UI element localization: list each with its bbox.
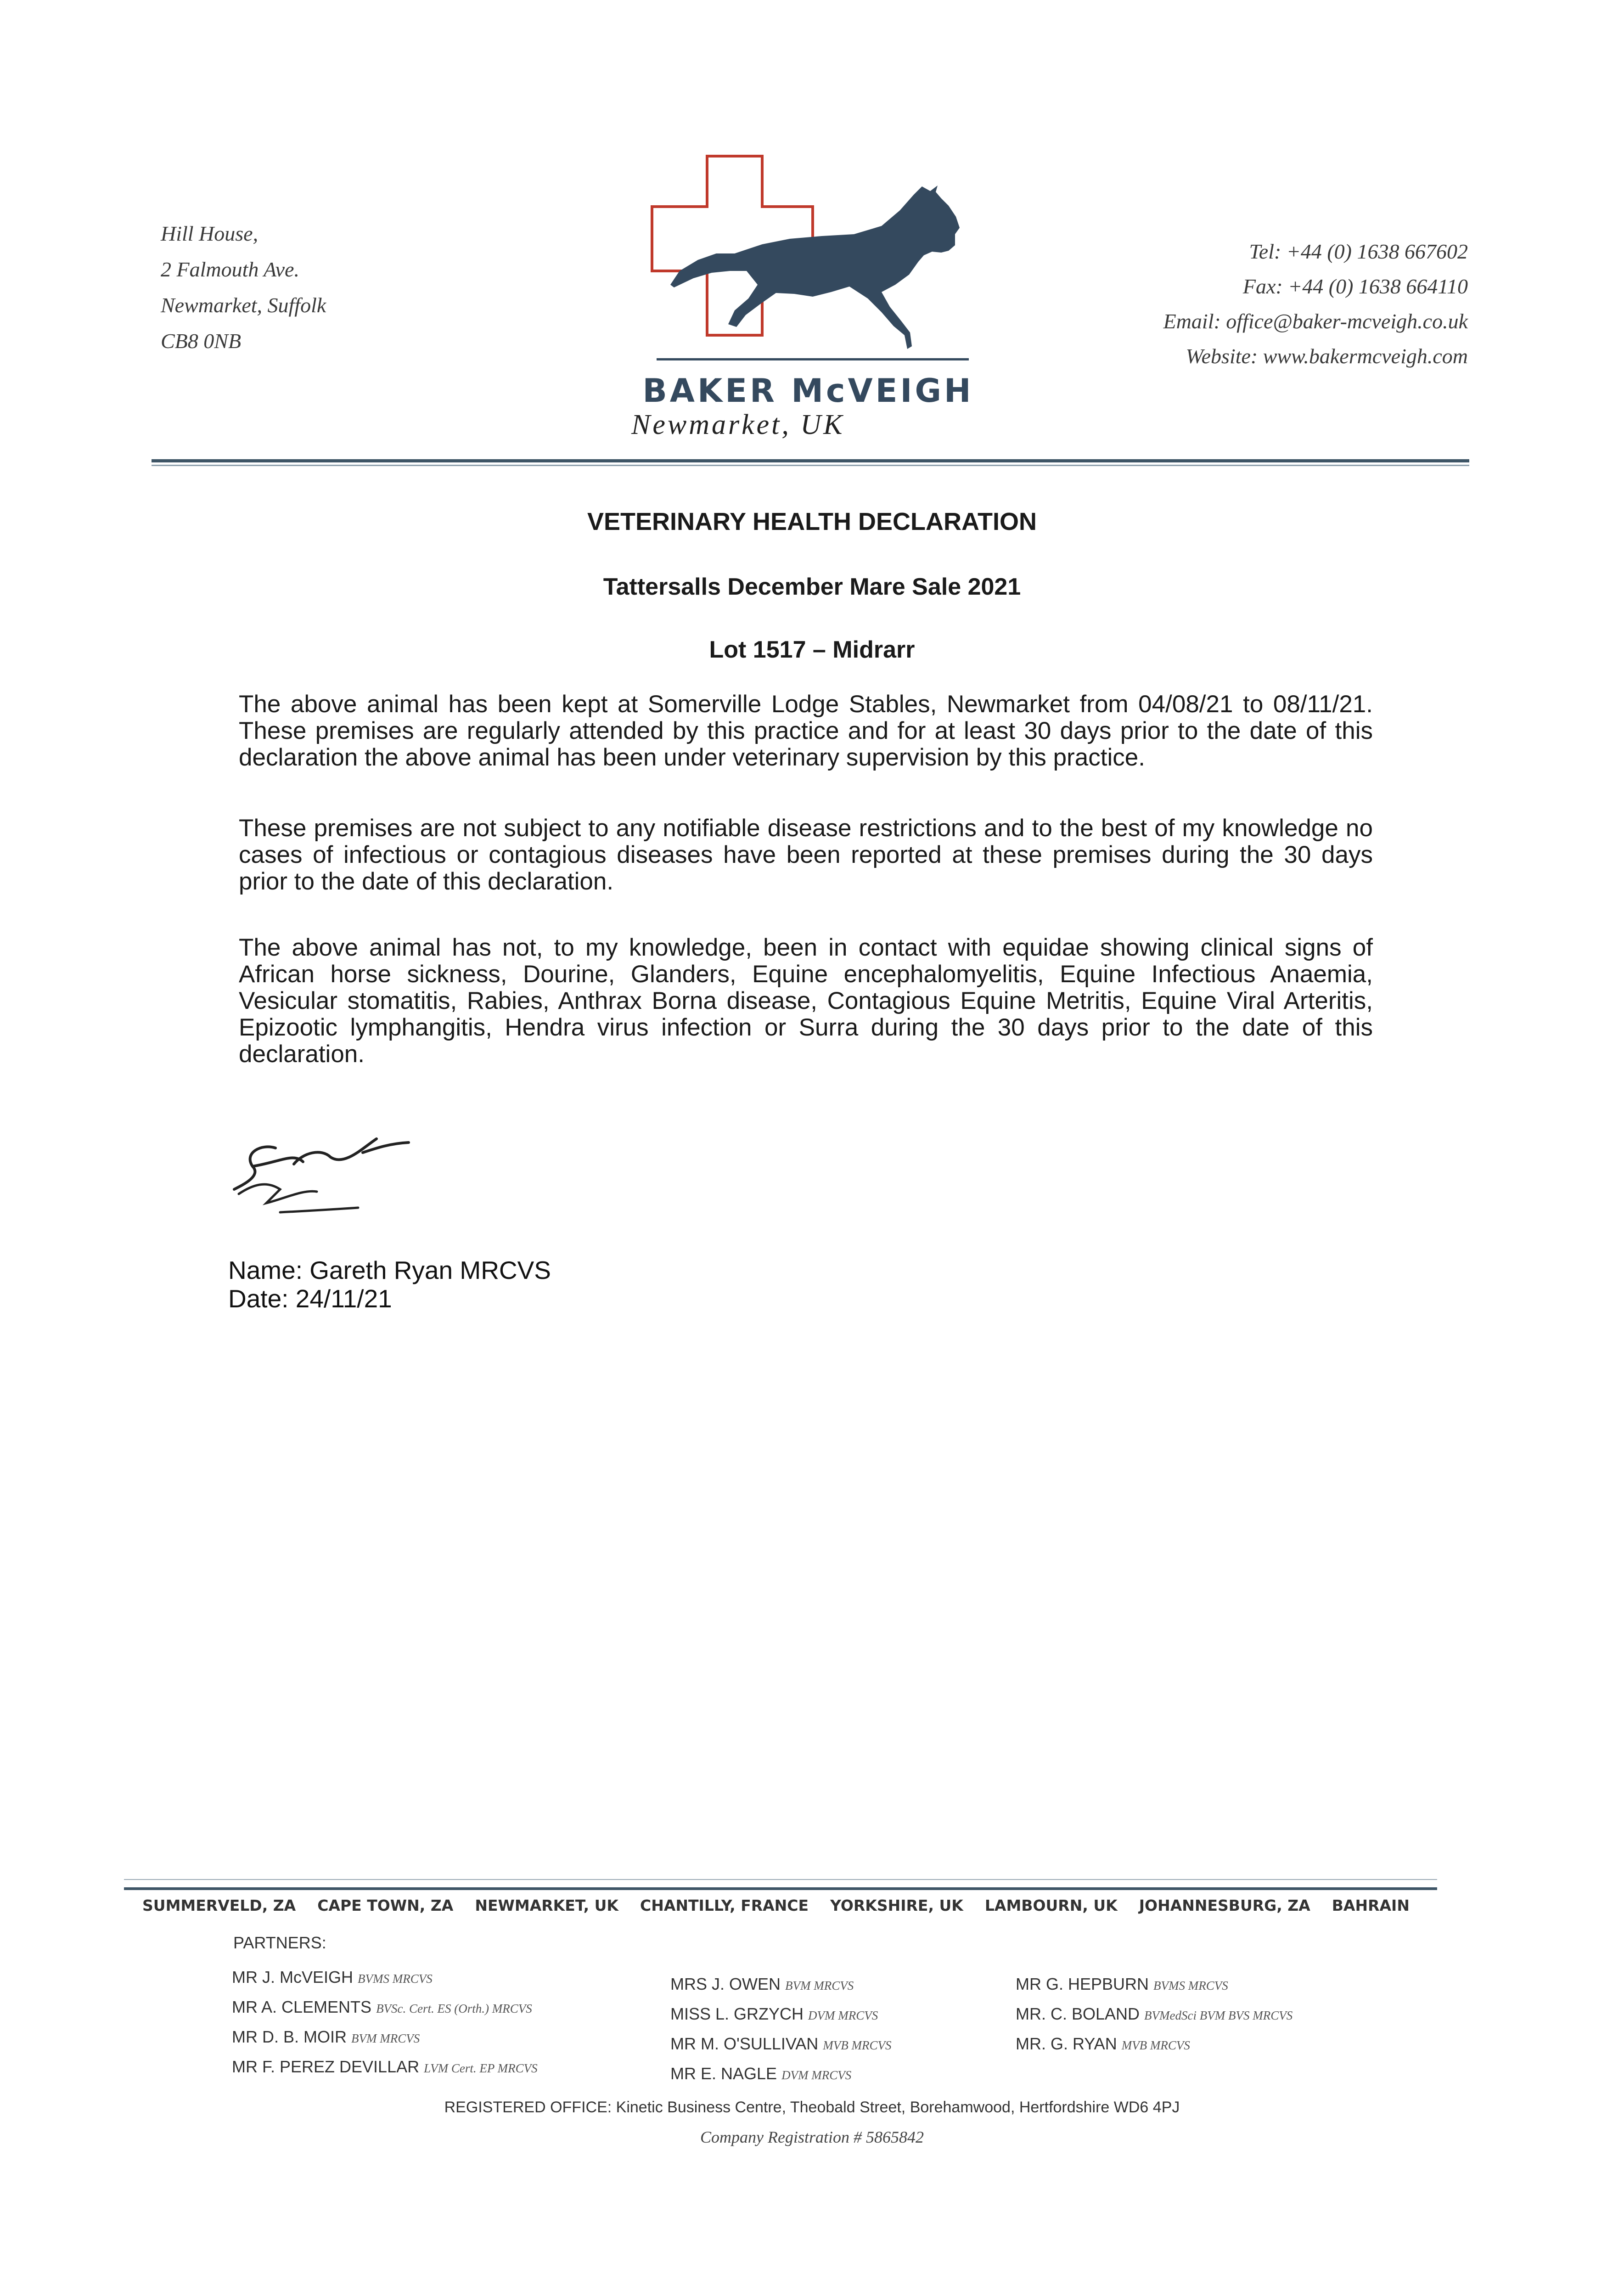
office-location: SUMMERVELD, ZA [142, 1896, 296, 1914]
office-location: CHANTILLY, FRANCE [640, 1896, 809, 1914]
logo-underline [657, 358, 969, 360]
office-location: JOHANNESBURG, ZA [1139, 1896, 1310, 1914]
address-line: Newmarket, Suffolk [161, 293, 326, 317]
header-rule [152, 459, 1469, 462]
partners-column-2 [670, 1970, 891, 2089]
partner-entry: MR. G. RYAN MVB MRCVS [1016, 2034, 1190, 2053]
contact-tel: Tel: +44 (0) 1638 667602 [1249, 240, 1468, 263]
signature-date: Date: 24/11/21 [228, 1284, 392, 1313]
contact-fax: Fax: +44 (0) 1638 664110 [1242, 275, 1468, 298]
horse-silhouette [670, 186, 960, 349]
sale-title: Tattersalls December Mare Sale 2021 [603, 574, 1021, 600]
partner-entry: MR J. McVEIGH BVMS MRCVS [232, 1968, 433, 1986]
office-location: LAMBOURN, UK [984, 1896, 1118, 1914]
signatory-name: Name: Gareth Ryan MRCVS [228, 1256, 551, 1284]
contact-website: Website: www.bakermcveigh.com [1186, 344, 1468, 368]
contact-email: Email: office@baker-mcveigh.co.uk [1163, 310, 1468, 333]
office-location: BAHRAIN [1332, 1896, 1410, 1914]
partners-column-3 [1016, 1970, 1292, 2060]
company-registration: Company Registration # 5865842 [700, 2128, 924, 2146]
document-title: VETERINARY HEALTH DECLARATION [587, 508, 1037, 535]
partners-column-1 [232, 1963, 538, 2082]
partners-label: PARTNERS: [233, 1933, 326, 1952]
paragraph-premises: The above animal has been kept at Somerville Lodge Stables, Newmarket from 04/08/21 to 08/11/21. These premises are regularly attended by this practice and for at least 30 days prior to the date of this declaration the above animal has been under veterinary supervision by this practice. [239, 691, 1373, 771]
letterhead-address [161, 216, 326, 359]
handwritten-signature-icon [225, 1120, 418, 1226]
office-location: YORKSHIRE, UK [830, 1896, 963, 1914]
footer-rule-thin [124, 1879, 1437, 1880]
partner-entry: MISS L. GRZYCH DVM MRCVS [670, 2004, 878, 2023]
brand-name: BAKER McVEIGH [642, 372, 974, 410]
address-line: 2 Falmouth Ave. [161, 258, 299, 281]
header-rule-thin [152, 465, 1469, 466]
partner-entry: MR A. CLEMENTS BVSc. Cert. ES (Orth.) MRCVS [232, 1998, 532, 2016]
signatory-block [228, 1256, 551, 1313]
partner-entry: MR. C. BOLAND BVMedSci BVM BVS MRCVS [1016, 2004, 1293, 2023]
partner-entry: MR M. O'SULLIVAN MVB MRCVS [670, 2034, 892, 2053]
office-locations [142, 1896, 1410, 1914]
partner-entry: MR D. B. MOIR BVM MRCVS [232, 2027, 420, 2046]
footer-rule [124, 1887, 1437, 1890]
partner-entry: MR E. NAGLE DVM MRCVS [670, 2064, 852, 2083]
partner-entry: MR G. HEPBURN BVMS MRCVS [1016, 1975, 1228, 1993]
office-location: CAPE TOWN, ZA [317, 1896, 454, 1914]
paragraph-restrictions: These premises are not subject to any notifiable disease restrictions and to the best of my knowledge no cases of infectious or contagious diseases have been reported at these premises during the 30 days prior to the date of this declaration. [239, 815, 1373, 895]
letterhead-contact [1163, 234, 1468, 374]
horse-and-cross-logo-icon [638, 147, 973, 390]
office-location: NEWMARKET, UK [475, 1896, 618, 1914]
partner-entry: MRS J. OWEN BVM MRCVS [670, 1975, 854, 1993]
paragraph-diseases: The above animal has not, to my knowledge, been in contact with equidae showing clinical signs of African horse sickness, Dourine, Glanders, Equine encephalomyelitis, Equine Infectious Anaemia, Vesicular stomatitis, Rabies, Anthrax Borna disease, Contagious Equine Metritis, Equine Viral Arteritis, Epizootic lymphangitis, Hendra virus infection or Surra during the 30 days prior to the date of this declaration. [239, 934, 1373, 1068]
address-line: Hill House, [161, 222, 258, 245]
address-line: CB8 0NB [161, 329, 242, 353]
lot-title: Lot 1517 – Midrarr [709, 636, 915, 663]
partner-entry: MR F. PEREZ DEVILLAR LVM Cert. EP MRCVS [232, 2057, 538, 2076]
brand-location: Newmarket, UK [631, 409, 845, 440]
registered-office: REGISTERED OFFICE: Kinetic Business Centre, Theobald Street, Borehamwood, Hertfordshire WD6 4PJ [444, 2099, 1180, 2116]
